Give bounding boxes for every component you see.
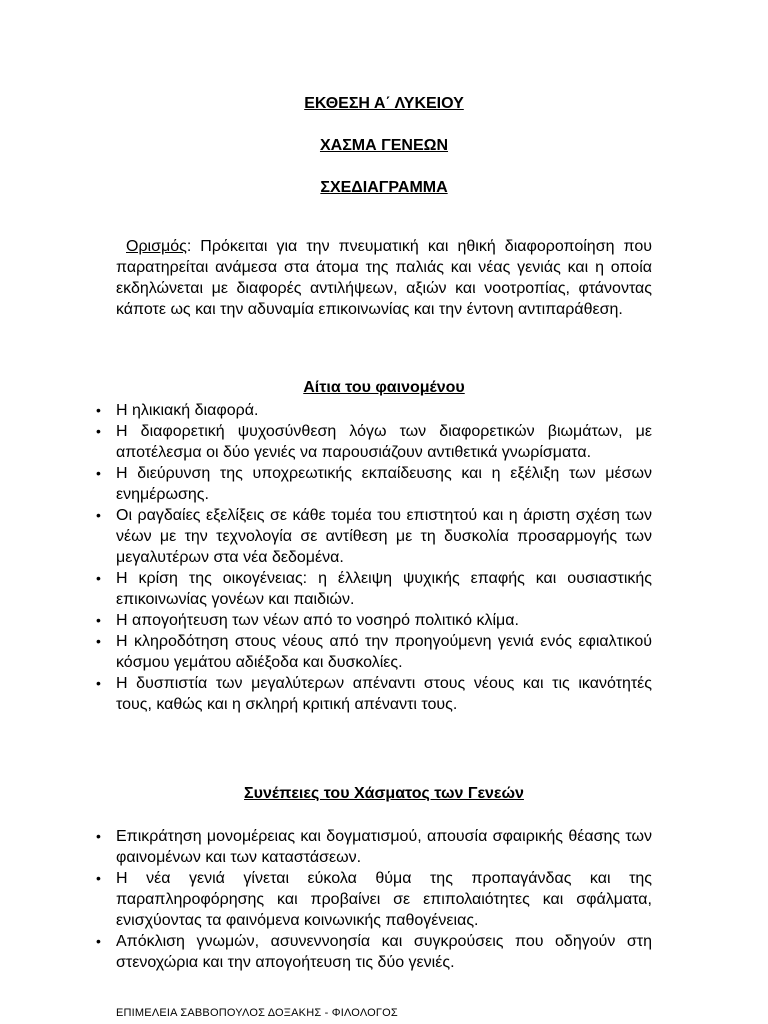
bullet-icon: • [96, 402, 101, 418]
bullet-icon: • [96, 828, 101, 844]
bullet-icon: • [96, 423, 101, 439]
list-item [96, 868, 652, 931]
bullet-icon: • [96, 570, 101, 586]
list-item-text: Η διεύρυνση της υποχρεωτικής εκπαίδευσης και η εξέλιξη των μέσων ενημέρωσης. [116, 465, 652, 503]
definition-term: Ορισμός [126, 238, 187, 255]
document-title: ΕΚΘΕΣΗ Α΄ ΛΥΚΕΙΟΥ [304, 95, 464, 112]
footer-author: ΕΠΙΜΕΛΕΙΑ ΣΑΒΒΟΠΟΥΛΟΣ ΔΟΞΑΚΗΣ - ΦΙΛΟΛΟΓΟΣ [116, 1007, 398, 1019]
bullet-icon: • [96, 633, 101, 649]
list-item-text: Απόκλιση γνωμών, ασυνεννοησία και συγκρούσεις που οδηγούν στη στενοχώρια και την απογοήτευση τις δύο γενιές. [116, 933, 652, 971]
list-item [96, 400, 652, 421]
list-item [96, 505, 652, 568]
list-item-text: Η ηλικιακή διαφορά. [116, 402, 259, 419]
list-item [96, 568, 652, 610]
bullet-icon: • [96, 507, 101, 523]
causes-heading: Αίτια του φαινομένου [303, 379, 465, 396]
list-item-text: Η νέα γενιά γίνεται εύκολα θύμα της προπαγάνδας και της παραπληροφόρησης και προβαίνει σε επιπολαιότητες και σφάλματα, ενισχύοντας τα φαινόμενα κοινωνικής παθογένειας. [116, 870, 652, 929]
list-item [96, 826, 652, 868]
bullet-icon: • [96, 933, 101, 949]
causes-list [96, 400, 652, 715]
consequences-heading: Συνέπειες του Χάσματος των Γενεών [244, 785, 524, 802]
list-item-text: Οι ραγδαίες εξελίξεις σε κάθε τομέα του επιστητού και η άριστη σχέση των νέων με την τεχνολογία σε αντίθεση με τη δυσκολία προσαρμογής των μεγαλυτέρων στα νέα δεδομένα. [116, 507, 652, 566]
list-item-text: Επικράτηση μονομέρειας και δογματισμού, απουσία σφαιρικής θέασης των φαινομένων και των καταστάσεων. [116, 828, 652, 866]
bullet-icon: • [96, 870, 101, 886]
list-item-text: Η κρίση της οικογένειας: η έλλειψη ψυχικής επαφής και ουσιαστικής επικοινωνίας γονέων και παιδιών. [116, 570, 652, 608]
list-item-text: Η κληροδότηση στους νέους από την προηγούμενη γενιά ενός εφιαλτικού κόσμου γεμάτου αδιέξοδα και δυσκολίες. [116, 633, 652, 671]
list-item [96, 931, 652, 973]
list-item-text: Η διαφορετική ψυχοσύνθεση λόγω των διαφορετικών βιωμάτων, με αποτέλεσμα οι δύο γενιές να παρουσιάζουν αντιθετικά γνωρίσματα. [116, 423, 652, 461]
definition-paragraph [116, 236, 652, 320]
list-item-text: Η δυσπιστία των μεγαλύτερων απέναντι στους νέους και τις ικανότητές τους, καθώς και η σκληρή κριτική απέναντι τους. [116, 675, 652, 713]
plan-title: ΣΧΕΔΙΑΓΡΑΜΜΑ [320, 179, 448, 196]
list-item [96, 631, 652, 673]
bullet-icon: • [96, 612, 101, 628]
list-item [96, 421, 652, 463]
consequences-list [96, 826, 652, 973]
bullet-icon: • [96, 675, 101, 691]
list-item [96, 610, 652, 631]
definition-text: : Πρόκειται για την πνευματική και ηθική διαφοροποίηση που παρατηρείται ανάμεσα στα άτομα της παλιάς και νέας γενιάς και η οποία εκδηλώνεται με διαφορές αντιλήψεων, αξιών και νοοτροπίας, φτάνοντας κάποτε ως και την αδυναμία επικοινωνίας και την έντονη αντιπαράθεση. [116, 238, 652, 318]
list-item [96, 463, 652, 505]
document-subtitle: ΧΑΣΜΑ ΓΕΝΕΩΝ [319, 137, 449, 154]
list-item-text: Η απογοήτευση των νέων από το νοσηρό πολιτικό κλίμα. [116, 612, 519, 629]
list-item [96, 673, 652, 715]
bullet-icon: • [96, 465, 101, 481]
